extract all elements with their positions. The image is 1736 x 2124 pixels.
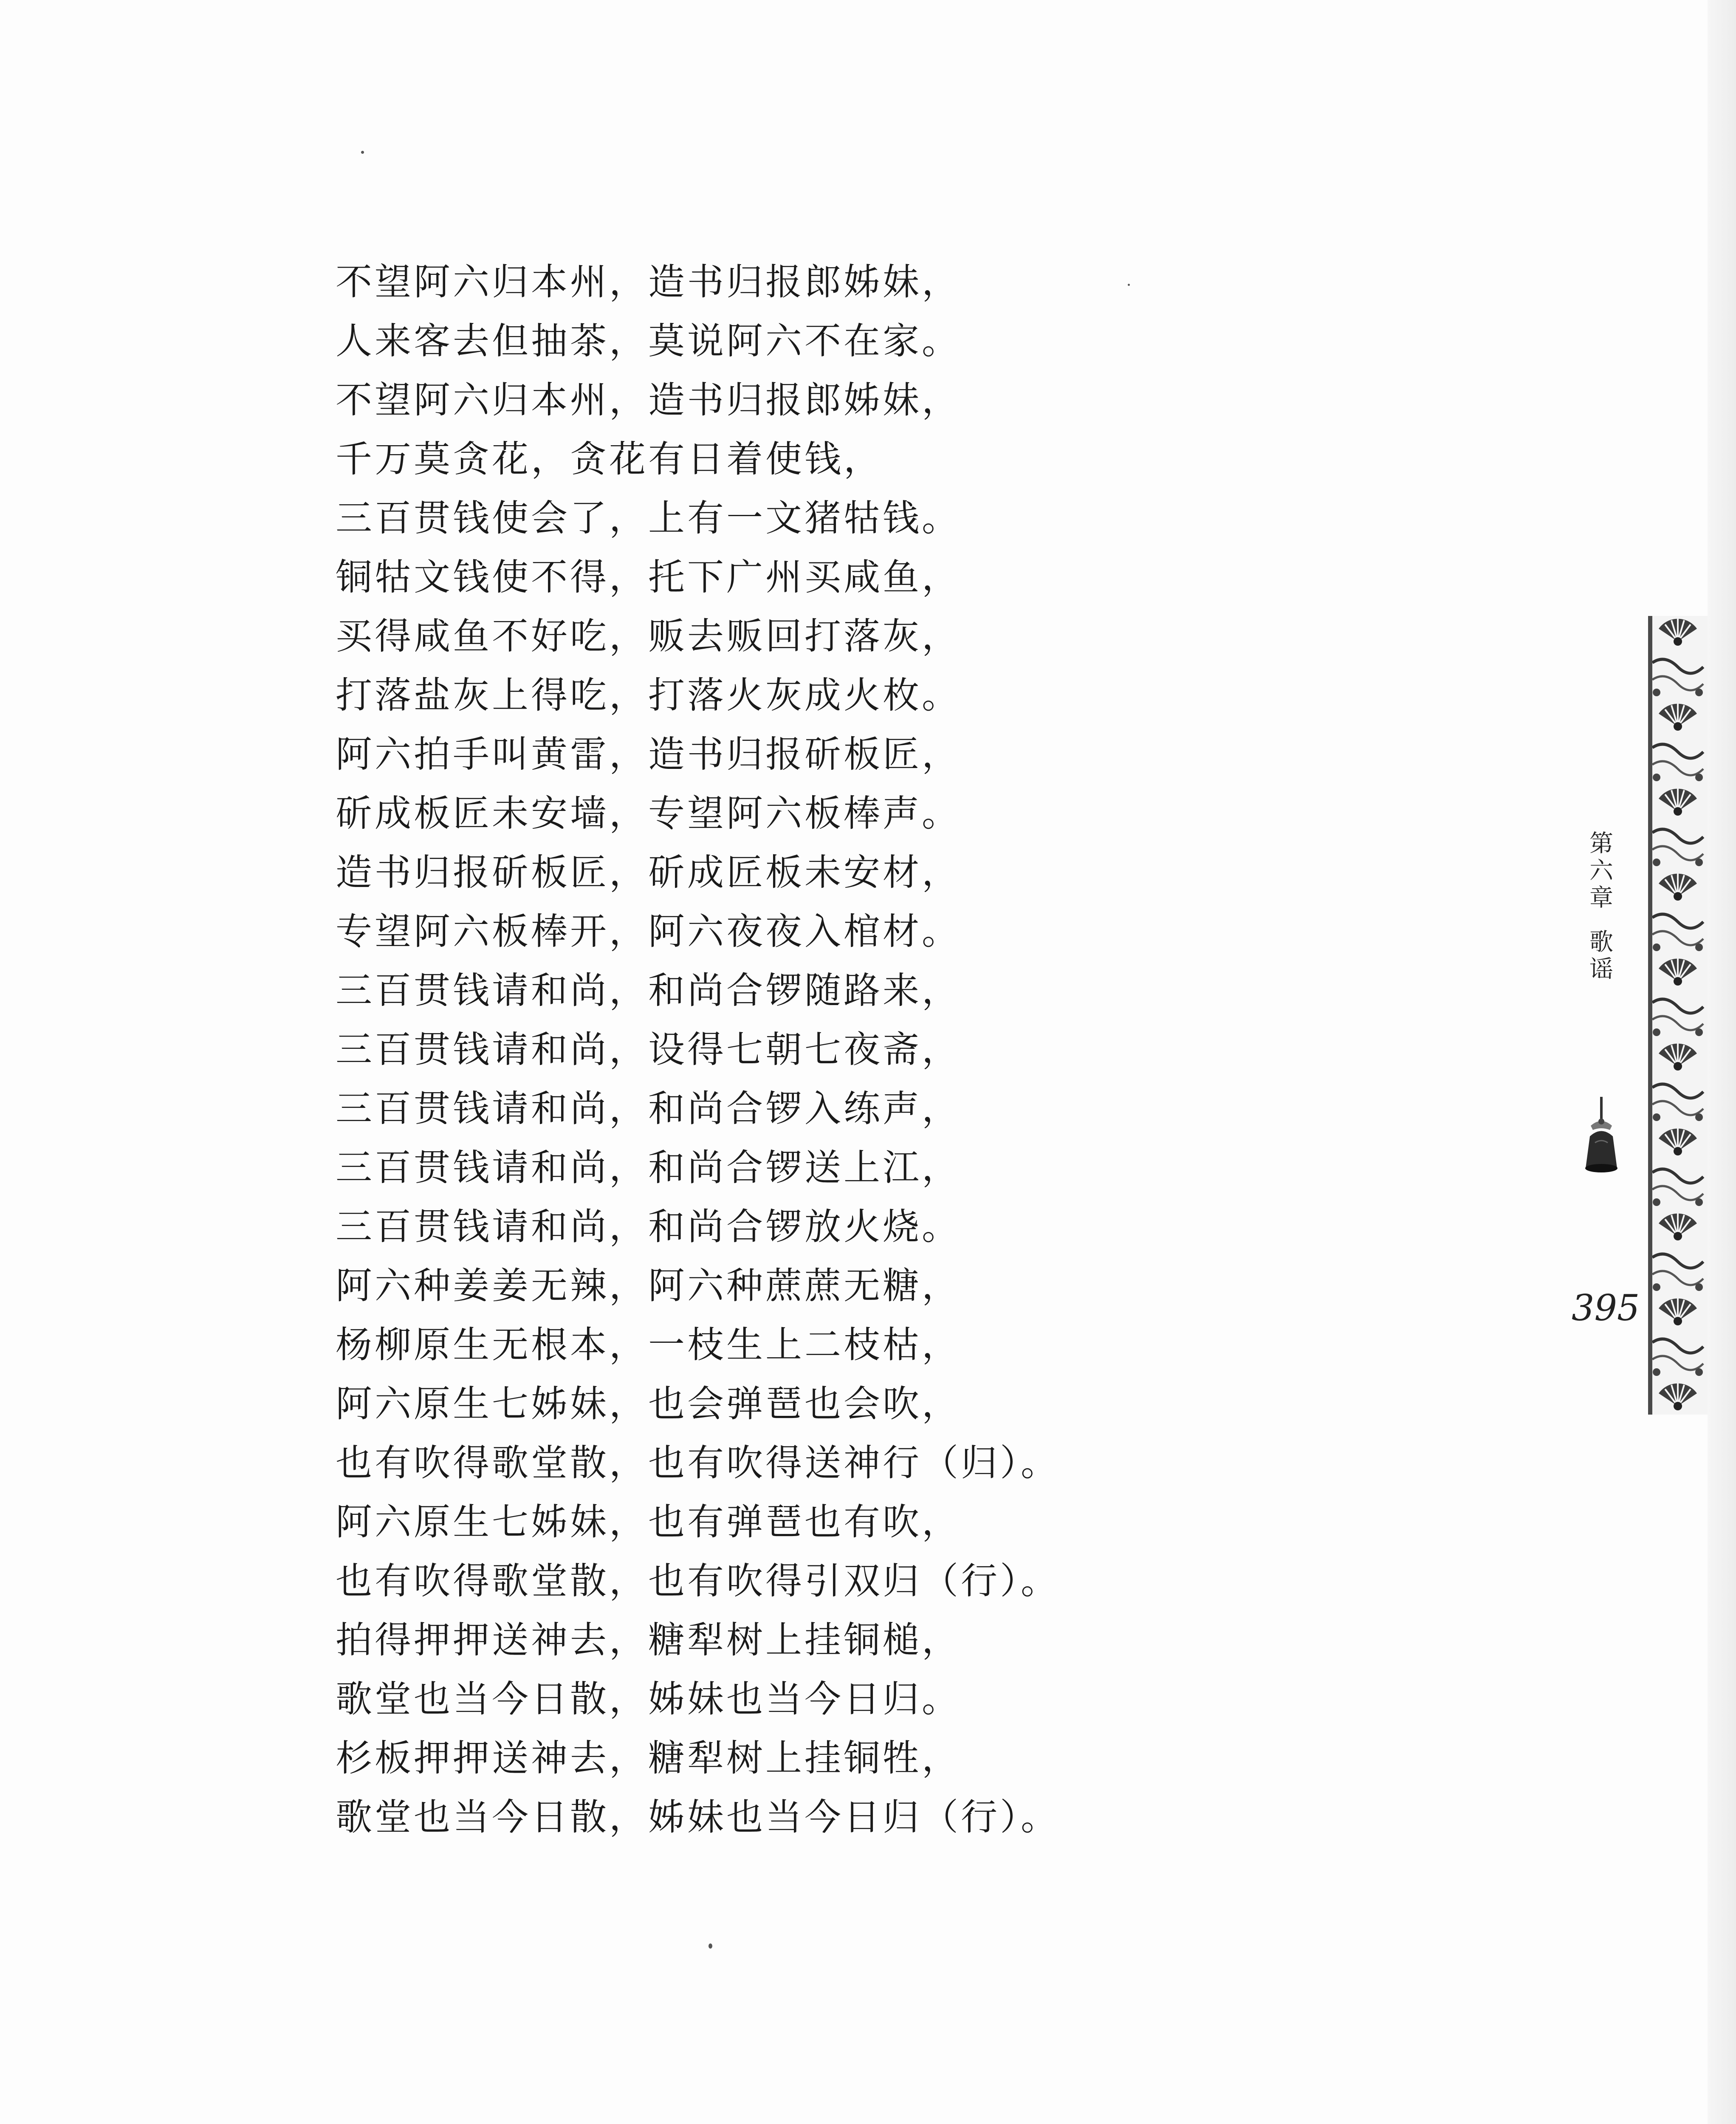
chapter-tab	[1569, 830, 1629, 983]
poem-line: 杉板押押送神去，糖犁树上挂铜牲，	[336, 1737, 961, 1779]
poem-line: 拍得押押送神去，糖犁树上挂铜槌，	[336, 1619, 961, 1661]
poem-line: 三百贯钱请和尚，和尚合锣入练声，	[336, 1087, 961, 1130]
poem-line: 歌堂也当今日散，姊妹也当今日归（行）。	[336, 1796, 1060, 1839]
poem-line: 斫成板匠未安墙，专望阿六板棒声。	[336, 792, 961, 835]
page-edge-shade	[1708, 0, 1736, 2124]
scan-speck	[709, 1943, 712, 1949]
bell-icon	[1578, 1096, 1625, 1181]
poem-line: 歌堂也当今日散，姊妹也当今日归。	[336, 1678, 961, 1720]
section-label: 歌谣	[1586, 929, 1613, 983]
poem-line: 阿六原生七姊妹，也有弹琶也有吹，	[336, 1501, 961, 1543]
poem-line: 阿六原生七姊妹，也会弹琶也会吹，	[336, 1383, 961, 1425]
poem-line: 三百贯钱请和尚，和尚合锣放火烧。	[336, 1206, 961, 1248]
poem-line: 专望阿六板棒开，阿六夜夜入棺材。	[336, 910, 961, 953]
poem-line: 打落盐灰上得吃，打落火灰成火枚。	[336, 674, 961, 717]
page-number: 395	[1572, 1287, 1640, 1329]
poem-line: 杨柳原生无根本，一枝生上二枝枯，	[336, 1324, 961, 1366]
poem-line: 三百贯钱请和尚，和尚合锣送上江，	[336, 1147, 961, 1189]
poem-line: 阿六拍手叫黄雷，造书归报斫板匠，	[336, 733, 961, 776]
poem-line: 阿六种姜姜无辣，阿六种蔗蔗无糖，	[336, 1265, 961, 1307]
scan-speck	[361, 151, 364, 154]
poem-body	[336, 253, 1185, 1847]
chapter-label: 第六章	[1586, 830, 1613, 912]
poem-line: 三百贯钱请和尚，和尚合锣随路来，	[336, 969, 961, 1012]
floral-ornament-band	[1648, 616, 1708, 1415]
poem-line: 铜牯文钱使不得，托下广州买咸鱼，	[336, 556, 961, 599]
poem-line: 买得咸鱼不好吃，贩去贩回打落灰，	[336, 615, 961, 658]
poem-line: 人来客去但抽茶，莫说阿六不在家。	[336, 320, 961, 362]
poem-line: 也有吹得歌堂散，也有吹得引双归（行）。	[336, 1560, 1060, 1602]
poem-line: 不望阿六归本州，造书归报郎姊妹，	[336, 379, 961, 421]
poem-line: 造书归报斫板匠，斫成匠板未安材，	[336, 851, 961, 894]
poem-line: 千万莫贪花，贪花有日着使钱，	[336, 438, 883, 480]
poem-line: 不望阿六归本州，造书归报郎姊妹，	[336, 261, 961, 303]
poem-line: 三百贯钱请和尚，设得七朝七夜斋，	[336, 1028, 961, 1071]
poem-line: 三百贯钱使会了，上有一文猪牯钱。	[336, 497, 961, 539]
poem-line: 也有吹得歌堂散，也有吹得送神行（归）。	[336, 1442, 1060, 1484]
